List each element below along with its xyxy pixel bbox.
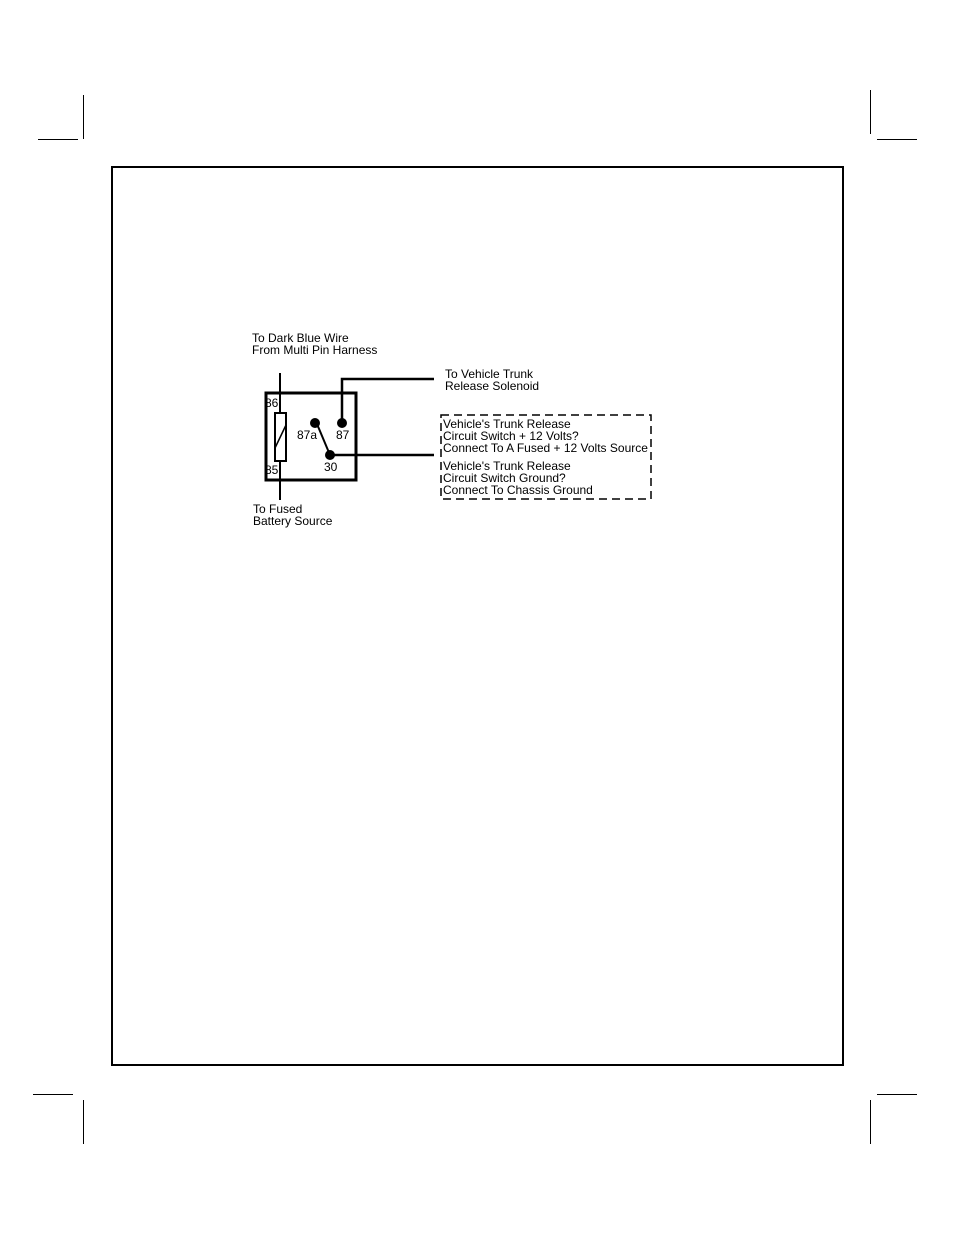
pin-label-86: 86	[265, 396, 279, 410]
top-wire-label-line2: From Multi Pin Harness	[252, 343, 378, 357]
note-option2-line2: Circuit Switch Ground?	[443, 471, 566, 485]
note-option1-line3: Connect To A Fused + 12 Volts Source	[443, 441, 648, 455]
top-wire-label-line1: To Dark Blue Wire	[252, 331, 349, 345]
bottom-wire-label-line2: Battery Source	[253, 514, 333, 528]
note-option1-line1: Vehicle's Trunk Release	[443, 417, 571, 431]
note-option1-line2: Circuit Switch + 12 Volts?	[443, 429, 579, 443]
solenoid-label-line1: To Vehicle Trunk	[445, 367, 534, 381]
pin-label-87a: 87a	[297, 428, 318, 442]
pin-label-85: 85	[265, 463, 279, 477]
solenoid-label-line2: Release Solenoid	[445, 379, 540, 393]
switch-arm	[317, 424, 330, 455]
note-option2-line3: Connect To Chassis Ground	[443, 483, 593, 497]
note-option2-line1: Vehicle's Trunk Release	[443, 459, 571, 473]
bottom-wire-label-line1: To Fused	[253, 502, 303, 516]
pin-label-87: 87	[336, 428, 350, 442]
pin-label-30: 30	[324, 460, 338, 474]
